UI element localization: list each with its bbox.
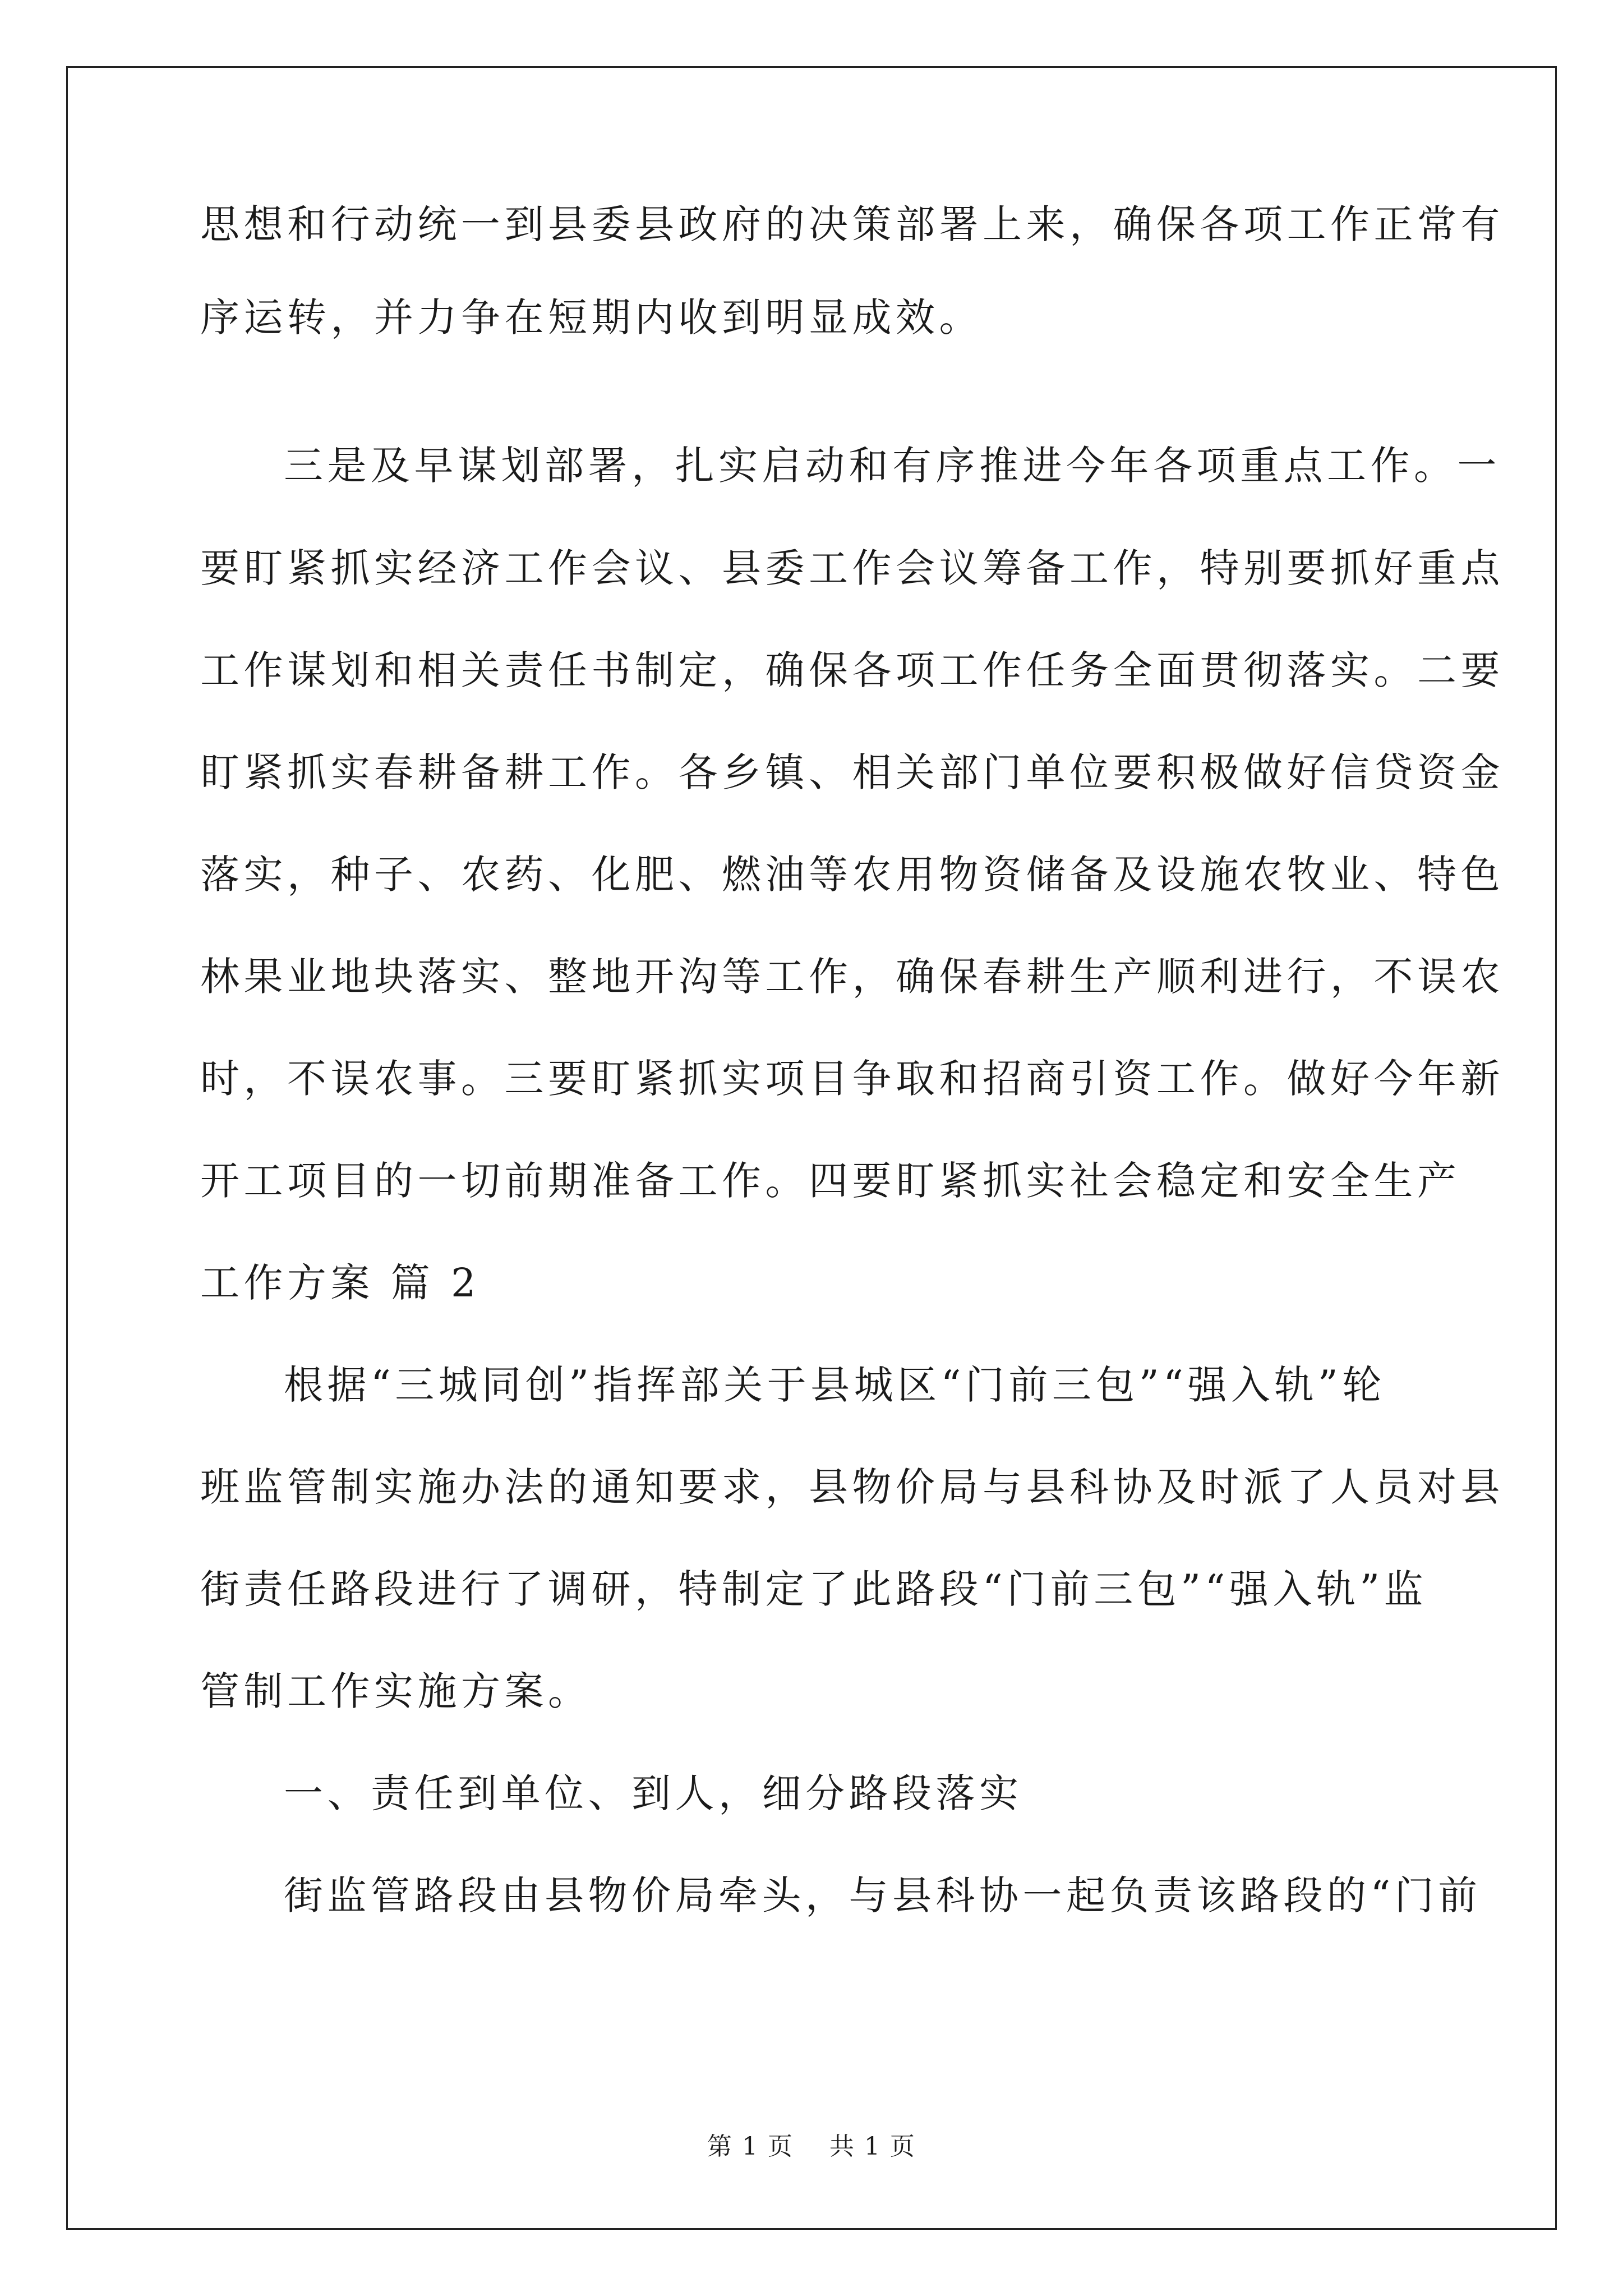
- text-line: 要盯紧抓实经济工作会议、县委工作会议筹备工作，特别要抓好重点: [200, 545, 1504, 591]
- text-line: 街责任路段进行了调研，特制定了此路段“门前三包”“强入轨”监: [200, 1566, 1428, 1612]
- text-line: 思想和行动统一到县委县政府的决策部署上来，确保各项工作正常有: [200, 201, 1504, 247]
- text-line: 盯紧抓实春耕备耕工作。各乡镇、相关部门单位要积极做好信贷资金: [200, 749, 1504, 795]
- text-line: 落实，种子、农药、化肥、燃油等农用物资储备及设施农牧业、特色: [200, 852, 1504, 898]
- text-line: 林果业地块落实、整地开沟等工作，确保春耕生产顺利进行，不误农: [200, 954, 1504, 1000]
- text-line: 序运转，并力争在短期内收到明显成效。: [200, 295, 983, 341]
- paragraph-first-line: 根据“三城同创”指挥部关于县城区“门前三包”“强入轨”轮: [284, 1362, 1386, 1408]
- text-line: 工作谋划和相关责任书制定，确保各项工作任务全面贯彻落实。二要: [200, 647, 1504, 693]
- text-line: 时，不误农事。三要盯紧抓实项目争取和招商引资工作。做好今年新: [200, 1056, 1504, 1102]
- text-line: 开工项目的一切前期准备工作。四要盯紧抓实社会稳定和安全生产: [200, 1158, 1461, 1204]
- paragraph-first-line: 街监管路段由县物价局牵头，与县科协一起负责该路段的“门前: [284, 1872, 1482, 1918]
- page-footer: 第 1 页 共 1 页: [707, 2132, 916, 2161]
- paragraph-first-line: 三是及早谋划部署，扎实启动和有序推进今年各项重点工作。一: [284, 443, 1501, 489]
- text-line: 班监管制实施办法的通知要求，县物价局与县科协及时派了人员对县: [200, 1464, 1504, 1510]
- section-heading: 工作方案 篇 2: [200, 1260, 481, 1306]
- subheading: 一、责任到单位、到人，细分路段落实: [284, 1770, 1023, 1816]
- text-line: 管制工作实施方案。: [200, 1668, 592, 1714]
